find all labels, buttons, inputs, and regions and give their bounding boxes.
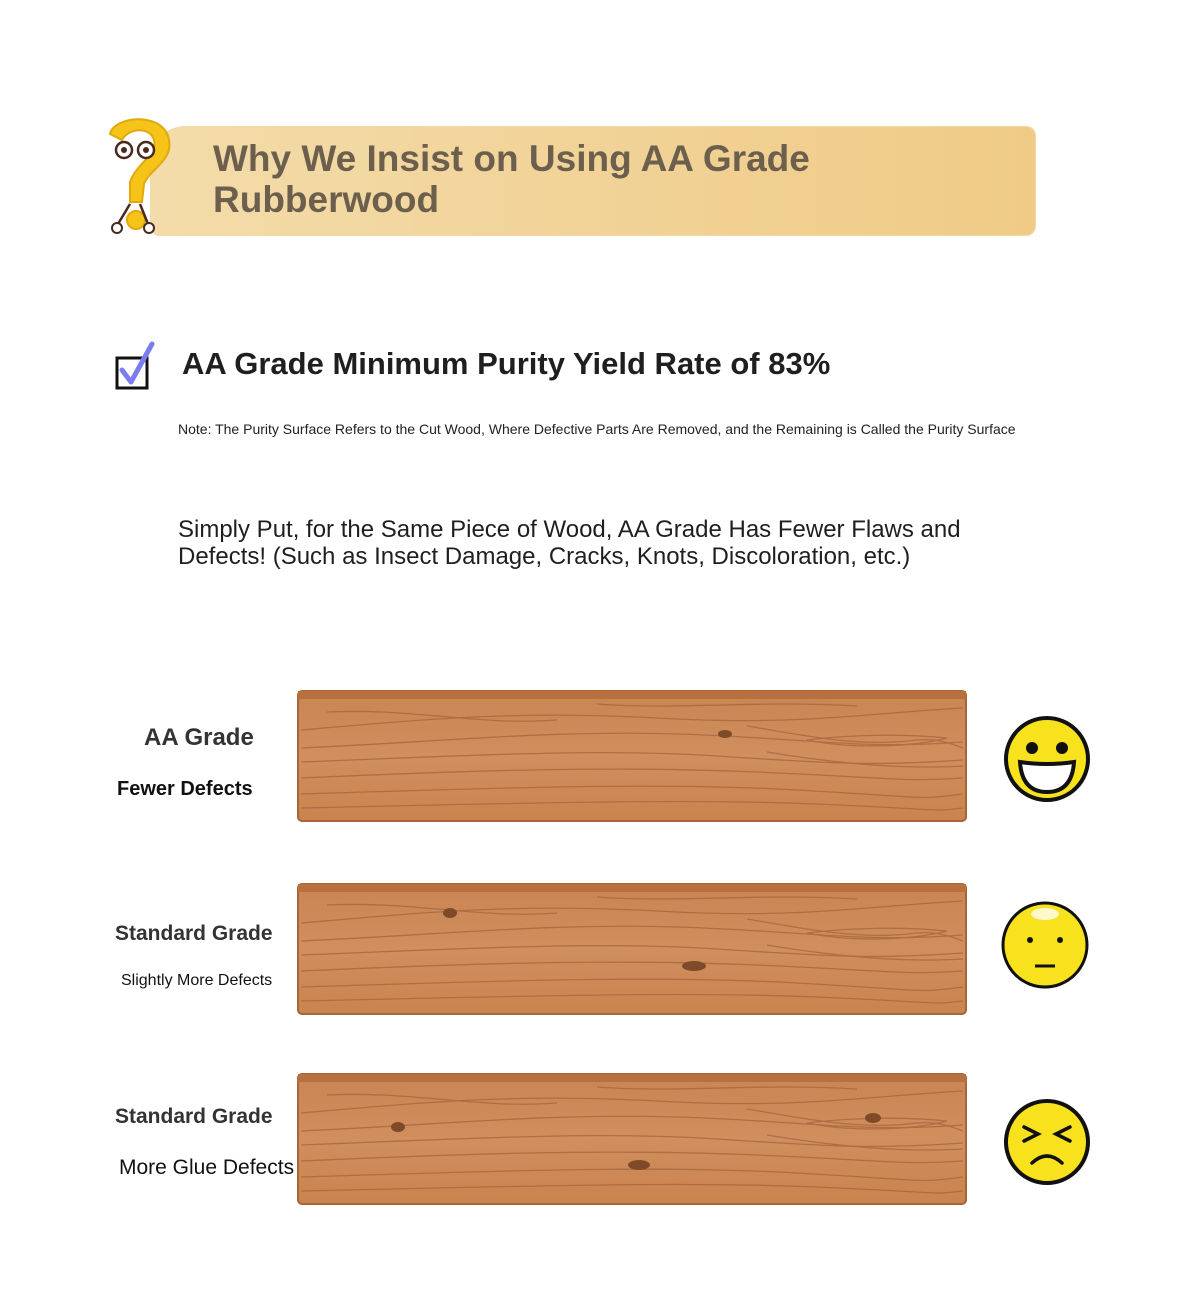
grinning-face-icon [1002,714,1092,804]
question-mark-mascot-icon [100,112,182,244]
wood-board-standard [297,883,967,1015]
grade-name: Standard Grade [115,922,273,945]
grade-description: Fewer Defects [117,778,253,800]
grade-name: AA Grade [144,724,254,751]
grade-description: Slightly More Defects [121,972,273,989]
summary-text: Simply Put, for the Same Piece of Wood, AA Grade Has Fewer Flaws and Defects! (Such as Insect Damage, Cracks, Knots, Discoloration, etc.) [178,516,961,570]
yield-heading: AA Grade Minimum Purity Yield Rate of 83% [182,346,831,381]
wood-board-glue [297,1073,967,1205]
purity-note: Note: The Purity Surface Refers to the Cut Wood, Where Defective Parts Are Removed, and the Remaining is Called the Purity Surface [178,421,1016,437]
page-title: Why We Insist on Using AA Grade Rubberwood [213,138,810,220]
frustrated-face-icon [1002,1097,1092,1187]
grade-name: Standard Grade [115,1105,273,1128]
grade-description: More Glue Defects [119,1156,295,1179]
wood-board-aa [297,690,967,822]
checkbox-checked-icon [114,340,158,392]
neutral-face-icon [1000,900,1090,990]
